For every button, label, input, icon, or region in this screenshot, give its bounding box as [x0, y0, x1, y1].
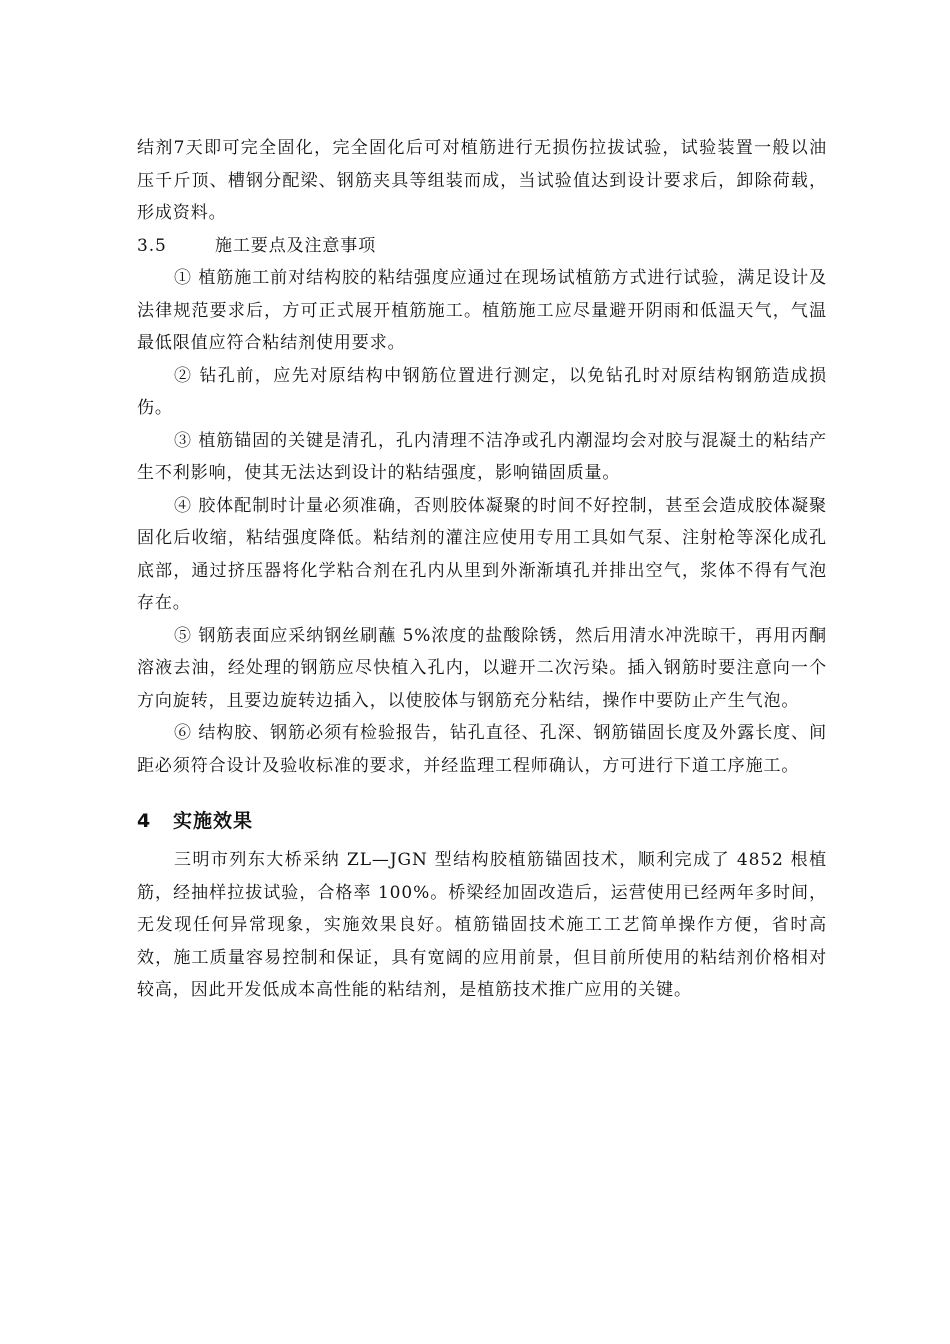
section-3-5-heading [137, 230, 827, 263]
section-4-title: 实施效果 [173, 810, 254, 832]
intro-paragraph: 结剂7天即可完全固化，完全固化后可对植筋进行无损伤拉拔试验，试验装置一般以油压千斤顶、槽钢分配梁、钢筋夹具等组装而成，当试验值达到设计要求后，卸除荷载，形成资料。 [137, 138, 827, 223]
list-item: ⑥ 结构胶、钢筋必须有检验报告，钻孔直径、孔深、钢筋锚固长度及外露长度、间距必须符合设计及验收标准的要求，并经监理工程师确认，方可进行下道工序施工。 [137, 723, 827, 776]
section-4-paragraph: 三明市列东大桥采纳 ZL—JGN 型结构胶植筋锚固技术，顺利完成了 4852 根植筋，经抽样拉拔试验，合格率 100%。桥梁经加固改造后，运营使用已经两年多时间，无发现任何异常现象，实施效果良好。植筋锚固技术施工工艺简单操作方便，省时高效，施工质量容易控制和保证，具有宽阔的应用前景，但目前所使用的粘结剂价格相对较高，因此开发低成本高性能的粘结剂，是植筋技术推广应用的关键。 [137, 850, 827, 1000]
section-3-5-number: 3.5 [137, 235, 167, 256]
list-item: ④ 胶体配制时计量必须准确，否则胶体凝聚的时间不好控制，甚至会造成胶体凝聚固化后收缩，粘结强度降低。粘结剂的灌注应使用专用工具如气泵、注射枪等深化成孔底部，通过挤压器将化学粘合剂在孔内从里到外渐渐填孔并排出空气，浆体不得有气泡存在。 [137, 495, 827, 613]
list-item: ③ 植筋锚固的关键是清孔，孔内清理不洁净或孔内潮湿均会对胶与混凝土的粘结产生不利影响，使其无法达到设计的粘结强度，影响锚固质量。 [137, 430, 827, 483]
section-4-number: 4 [137, 810, 152, 832]
list-item: ② 钻孔前，应先对原结构中钢筋位置进行测定，以免钻孔时对原结构钢筋造成损伤。 [137, 365, 827, 418]
section-3-5-title: 施工要点及注意事项 [215, 235, 377, 256]
section-4-heading [137, 804, 827, 838]
list-item: ① 植筋施工前对结构胶的粘结强度应通过在现场试植筋方式进行试验，满足设计及法律规范要求后，方可正式展开植筋施工。植筋施工应尽量避开阴雨和低温天气，气温最低限值应符合粘结剂使用要求。 [137, 268, 827, 353]
list-item: ⑤ 钢筋表面应采纳钢丝刷蘸 5%浓度的盐酸除锈，然后用清水冲洗晾干，再用丙酮溶液去油，经处理的钢筋应尽快植入孔内，以避开二次污染。插入钢筋时要注意向一个方向旋转，且要边旋转边插入，以使胶体与钢筋充分粘结，操作中要防止产生气泡。 [137, 625, 827, 711]
document-body [137, 132, 827, 1007]
